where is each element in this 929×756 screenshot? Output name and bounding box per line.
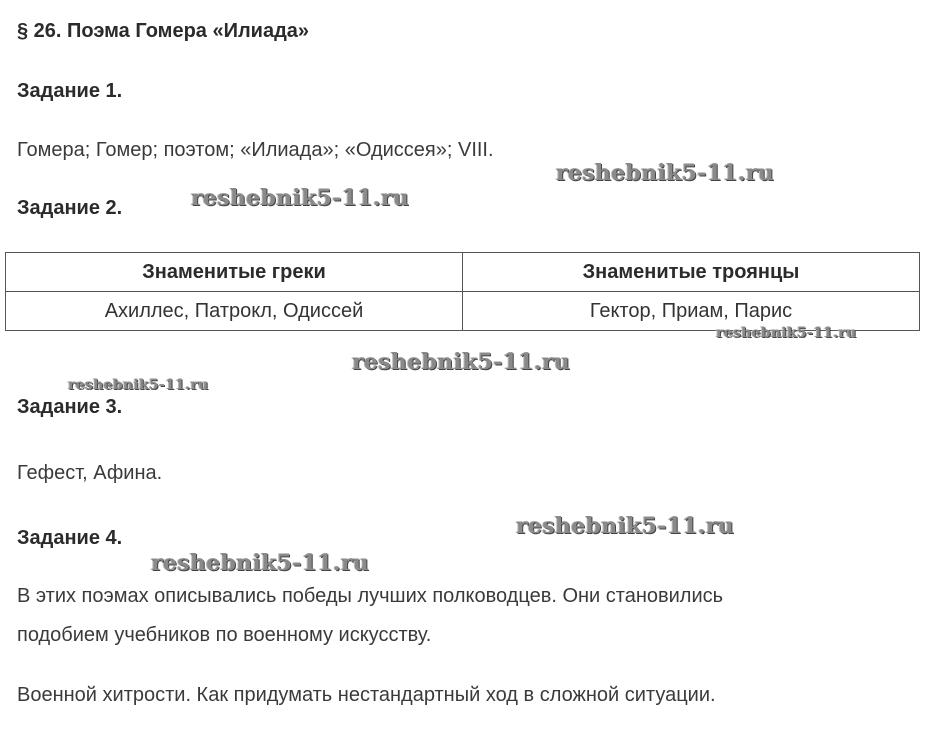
task-4-heading: Задание 4. bbox=[17, 527, 123, 549]
task-3-answer: Гефест, Афина. bbox=[17, 462, 163, 484]
page-title: § 26. Поэма Гомера «Илиада» bbox=[17, 20, 310, 42]
heroes-table bbox=[5, 252, 920, 331]
watermark: reshebnik5-11.ru bbox=[352, 349, 571, 375]
task-1-answer: Гомера; Гомер; поэтом; «Илиада»; «Одиссея»; VIII. bbox=[17, 139, 494, 161]
watermark: reshebnik5-11.ru bbox=[556, 160, 775, 186]
watermark: reshebnik5-11.ru bbox=[716, 325, 857, 341]
task-4-answer-line-3: Военной хитрости. Как придумать нестандартный ход в сложной ситуации. bbox=[17, 684, 716, 706]
watermark: reshebnik5-11.ru bbox=[191, 185, 410, 211]
task-4-answer-line-2: подобием учебников по военному искусству. bbox=[17, 624, 432, 646]
task-4-answer-line-1: В этих поэмах описывались победы лучших полководцев. Они становились bbox=[17, 585, 724, 607]
table-header-row bbox=[6, 253, 920, 292]
task-3-heading: Задание 3. bbox=[17, 396, 123, 418]
watermark: reshebnik5-11.ru bbox=[68, 377, 209, 393]
table-cell-greeks: Ахиллес, Патрокл, Одиссей bbox=[6, 292, 463, 331]
table-header-greeks: Знаменитые греки bbox=[6, 253, 463, 292]
watermark: reshebnik5-11.ru bbox=[516, 513, 735, 539]
table-cell-trojans: Гектор, Приам, Парис bbox=[463, 292, 920, 331]
task-1-heading: Задание 1. bbox=[17, 80, 123, 102]
watermark: reshebnik5-11.ru bbox=[151, 550, 370, 576]
task-2-heading: Задание 2. bbox=[17, 197, 123, 219]
table-header-trojans: Знаменитые троянцы bbox=[463, 253, 920, 292]
